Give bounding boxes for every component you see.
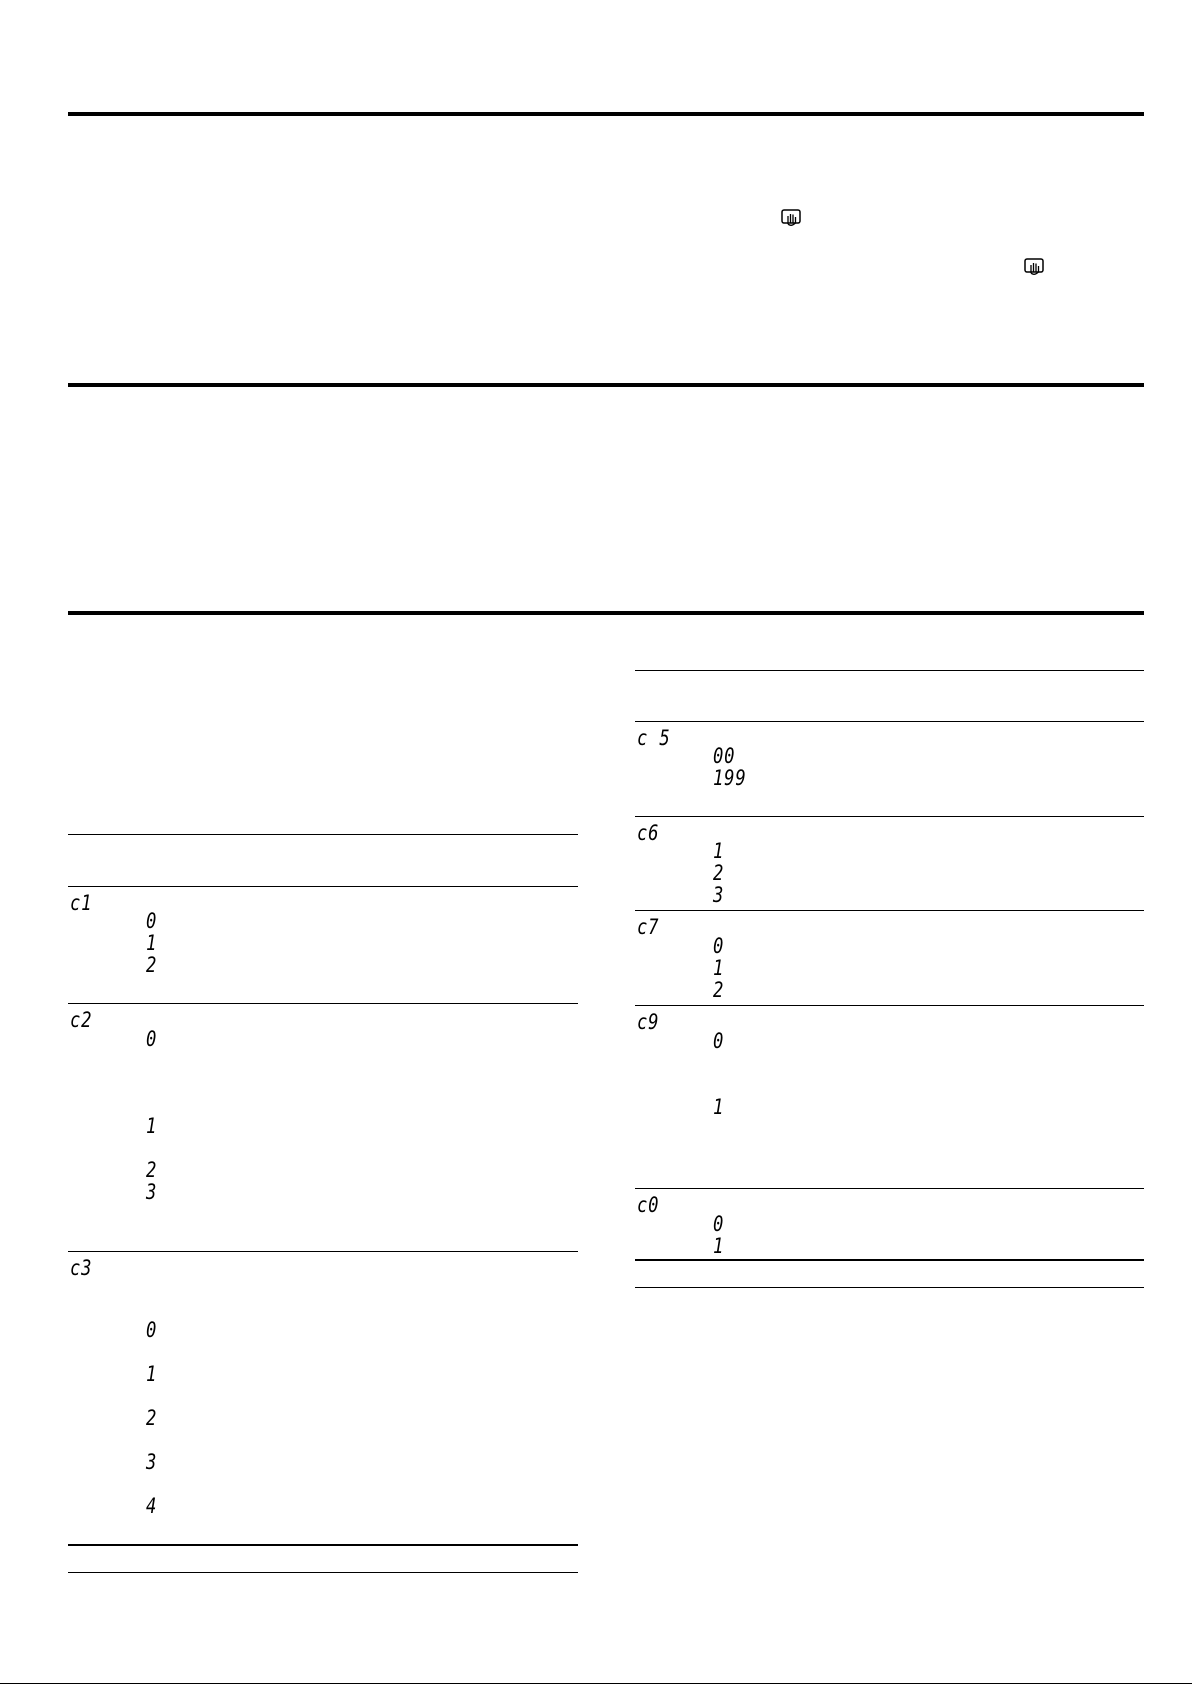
table-end-rule [635,1287,1144,1288]
hand-touch-icon [781,209,801,227]
table-header-rule [68,886,578,887]
setting-value: 2 [713,978,725,1002]
table-header-rule [635,721,1144,722]
group-rule [68,1003,578,1004]
table-bottom-rule [68,1544,578,1546]
setting-value: 1 [713,1095,725,1119]
section-rule-1 [68,112,1144,116]
setting-value: 0 [146,909,158,933]
page-bottom-rule [0,1683,1192,1684]
setting-value: 2 [713,861,725,885]
setting-value: 0 [713,934,725,958]
setting-code-c6: c6 [637,821,660,845]
setting-code-c9: c9 [637,1010,660,1034]
setting-code-c0: c0 [637,1193,660,1217]
setting-value: 2 [146,1406,158,1430]
setting-value: 00 [713,744,736,768]
group-rule [68,1251,578,1252]
setting-code-c7: c7 [637,915,660,939]
group-rule [635,1188,1144,1189]
setting-code-c2: c2 [70,1008,93,1032]
setting-value: 2 [146,953,158,977]
group-rule [635,910,1144,911]
setting-value: 0 [146,1318,158,1342]
setting-code-c1: c1 [70,891,93,915]
hand-touch-icon [1024,258,1044,276]
setting-value: 1 [146,1362,158,1386]
section-rule-3 [68,611,1144,615]
table-top-rule [635,670,1144,671]
setting-code-c3: c3 [70,1256,93,1280]
setting-value: 0 [713,1029,725,1053]
setting-value: 3 [146,1450,158,1474]
table-top-rule [68,834,578,835]
setting-value: 3 [146,1180,158,1204]
group-rule [635,816,1144,817]
setting-value: 1 [146,931,158,955]
table-bottom-rule [635,1259,1144,1261]
setting-value: 2 [146,1158,158,1182]
section-rule-2 [68,383,1144,387]
table-end-rule [68,1572,578,1573]
setting-value: 4 [146,1494,158,1518]
group-rule [635,1005,1144,1006]
setting-value: 199 [713,766,747,790]
setting-value: 0 [713,1212,725,1236]
setting-value: 1 [713,839,725,863]
setting-value: 0 [146,1027,158,1051]
setting-value: 3 [713,883,725,907]
setting-value: 1 [146,1114,158,1138]
setting-value: 1 [713,1234,725,1258]
setting-value: 1 [713,956,725,980]
setting-code-c5: c 5 [637,726,671,750]
